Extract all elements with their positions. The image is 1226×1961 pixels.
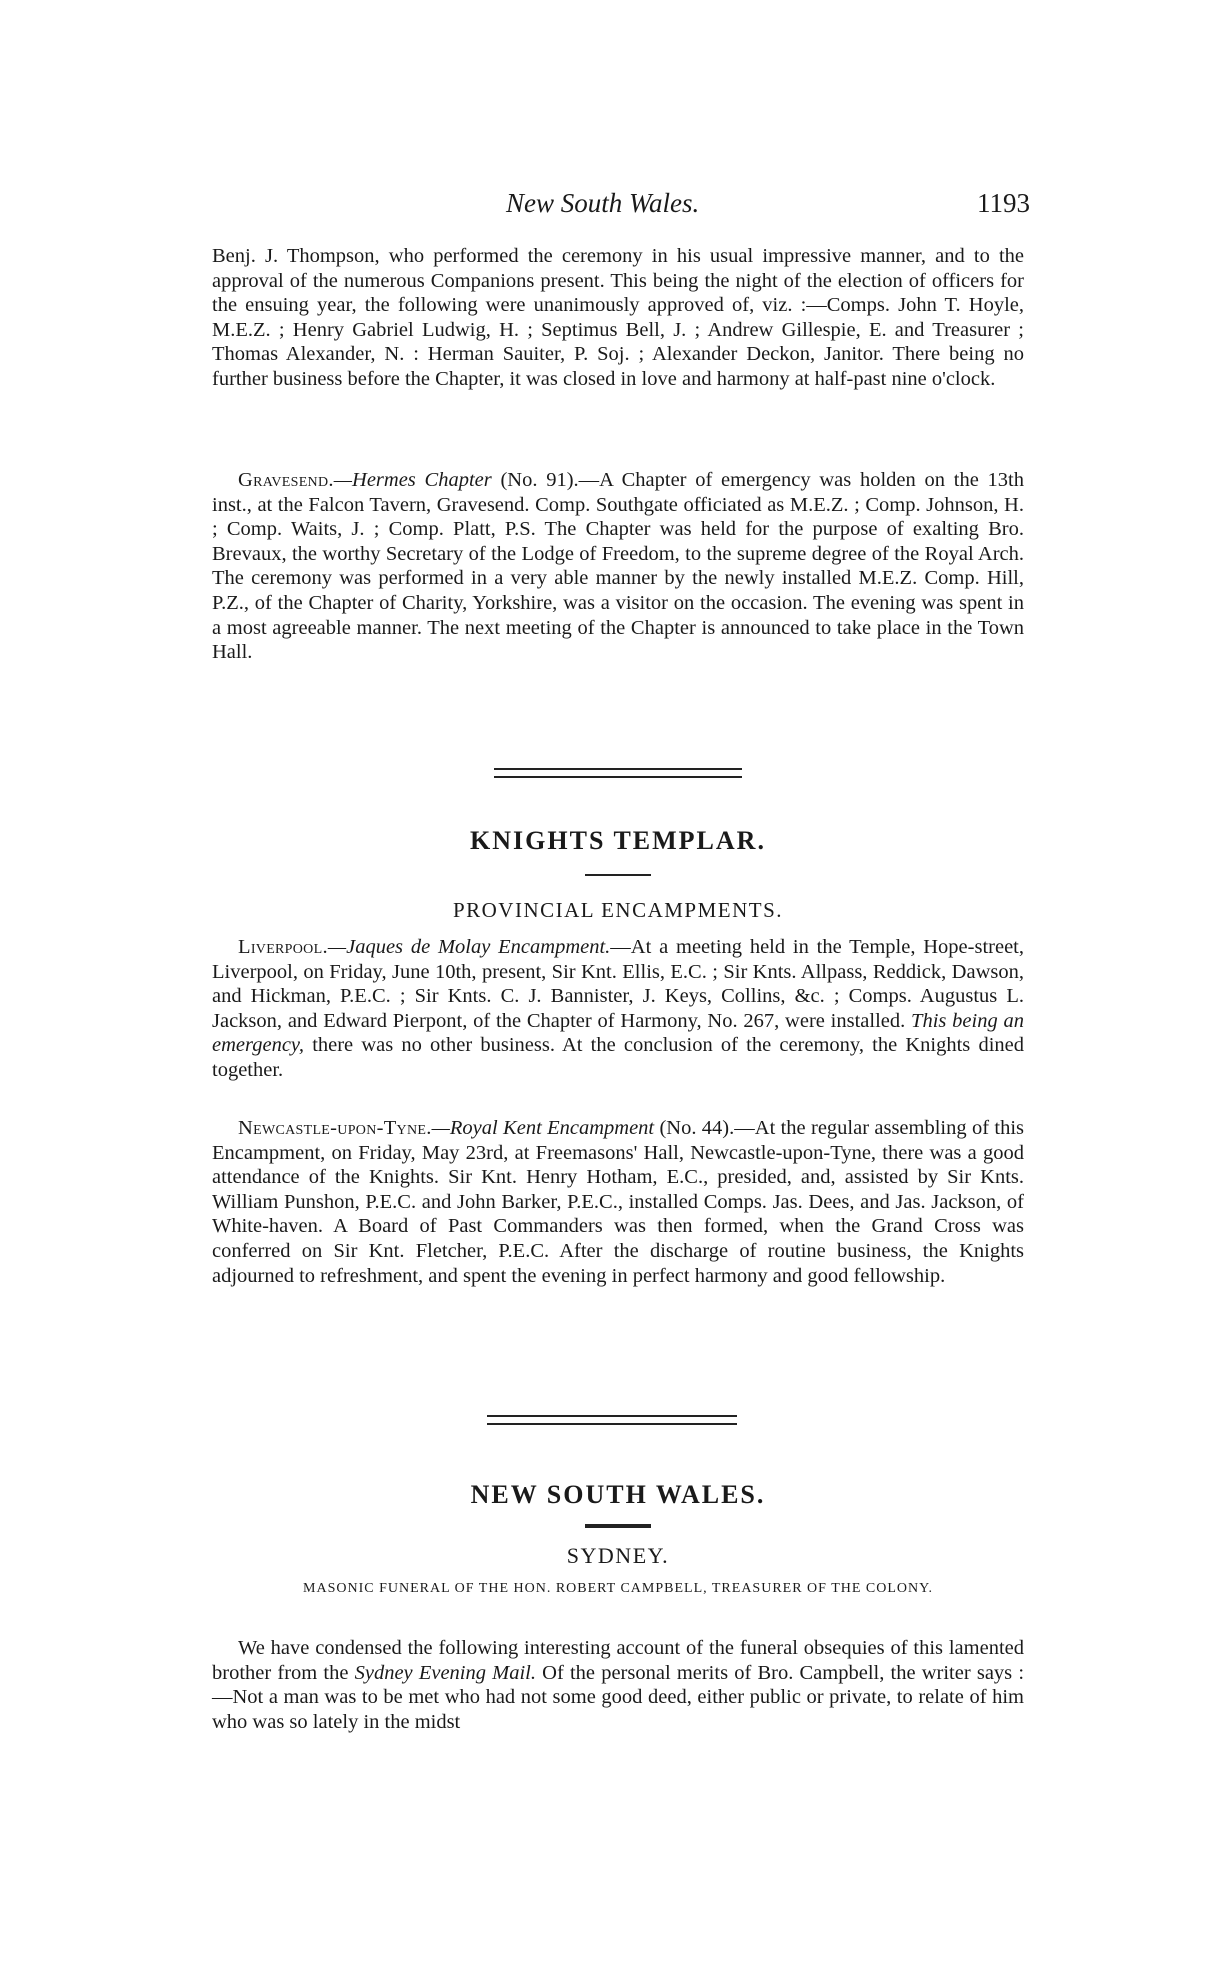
- liverpool-italic: This being an emergency,: [212, 1009, 1024, 1057]
- heading-new-south-wales: NEW SOUTH WALES.: [470, 1480, 766, 1509]
- article-title: MASONIC FUNERAL OF THE HON. ROBERT CAMPBELL, TREASURER OF THE COLONY.: [303, 1581, 933, 1596]
- heading-knights-templar: KNIGHTS TEMPLAR.: [470, 826, 766, 855]
- page-number: 1193: [977, 188, 1030, 218]
- paragraph-newcastle: [212, 1116, 1024, 1288]
- page-header: [210, 188, 1030, 228]
- place-liverpool: Liverpool.: [238, 936, 328, 958]
- paragraph-gravesend: [212, 468, 1024, 665]
- running-title: New South Wales.: [506, 188, 700, 218]
- heading-underline: [585, 1524, 651, 1528]
- paragraph-liverpool: [212, 935, 1024, 1083]
- encampment-name: —Jaques de Molay Encampment.: [327, 936, 611, 958]
- paragraph-thompson: Benj. J. Thompson, who performed the ceremony in his usual impressive manner, and to the approval of the numerous Companions present. This being the night of the election of officers for the ensuing year, the following were unanimously approved of, viz. :—Comps. John T. Hoyle, M.E.Z. ; Henry Gabriel Ludwig, H. ; Septimus Bell, J. ; Andrew Gillespie, E. and Treasurer ; Thomas Alexander, N. : Herman Sauiter, P. Soj. ; Alexander Deckon, Janitor. There being no further business before the Chapter, it was closed in love and harmony at half-past nine o'clock.: [212, 245, 1024, 390]
- campbell-body: We have condensed the following interesting account of the funeral obsequies of this lamented brother from the: [212, 1637, 1024, 1684]
- subheading-provincial-encampments: PROVINCIAL ENCAMPMENTS.: [452, 898, 784, 922]
- place-gravesend: Gravesend.: [238, 469, 334, 491]
- heading-underline: [585, 874, 651, 876]
- paragraph-campbell: [212, 1636, 1024, 1734]
- campbell-body-end: Of the personal merits of Bro. Campbell, the writer says :—Not a man was to be met who had not some good deed, either public or private, to relate of him who was so lately in the midst: [212, 1661, 1025, 1733]
- gravesend-body: (No. 91).—A Chapter of emergency was holden on the 13th inst., at the Falcon Tavern, Gravesend. Comp. Southgate officiated as M.E.Z. ; Comp. Johnson, H. ; Comp. Waits, J. ; Comp. Platt, P.S. The Chapter was held for the purpose of exalting Bro. Brevaux, the worthy Secretary of the Lodge of Freedom, to the supreme degree of the Royal Arch. The ceremony was performed in a very able manner by the newly installed M.E.Z. Comp. Hill, P.Z., of the Chapter of Charity, Yorkshire, was a visitor on the occasion. The evening was spent in a most agreeable manner. The next meeting of the Chapter is announced to take place in the Town Hall.: [212, 469, 1024, 664]
- liverpool-body: —At a meeting held in the Temple, Hope-street, Liverpool, on Friday, June 10th, present, Sir Knt. Ellis, E.C. ; Sir Knts. Allpass, Reddick, Dawson, and Hickman, P.E.C. ; Sir Knts. C. J. Bannister, J. Keys, Collins, &c. ; Comps. Augustus L. Jackson, and Edward Pierpont, of the Chapter of Harmony, No. 267, were installed.: [212, 936, 1024, 1032]
- liverpool-body-end: there was no other business. At the conclusion of the ceremony, the Knights dined together.: [212, 1034, 1024, 1081]
- encampment-name: —Royal Kent Encampment: [431, 1117, 655, 1139]
- newcastle-body: (No. 44).—At the regular assembling of this Encampment, on Friday, May 23rd, at Freemasons' Hall, Newcastle-upon-Tyne, there was a good attendance of the Knights. Sir Knt. Henry Hotham, E.C., presided, and, assisted by Sir Knts. William Punshon, P.E.C. and John Barker, P.E.C., installed Comps. Jas. Dees, and Jas. Jackson, of White-haven. A Board of Past Commanders was then formed, when the Grand Cross was conferred on Sir Knt. Fletcher, P.E.C. After the discharge of routine business, the Knights adjourned to refreshment, and spent the evening in perfect harmony and good fellowship.: [212, 1117, 1024, 1287]
- chapter-name: —Hermes Chapter: [333, 469, 492, 491]
- source-newspaper: Sydney Evening Mail.: [354, 1661, 537, 1684]
- section-divider: [494, 768, 742, 778]
- section-divider: [487, 1415, 737, 1425]
- place-newcastle: Newcastle-upon-Tyne.: [238, 1117, 432, 1139]
- subheading-sydney: SYDNEY.: [566, 1543, 670, 1568]
